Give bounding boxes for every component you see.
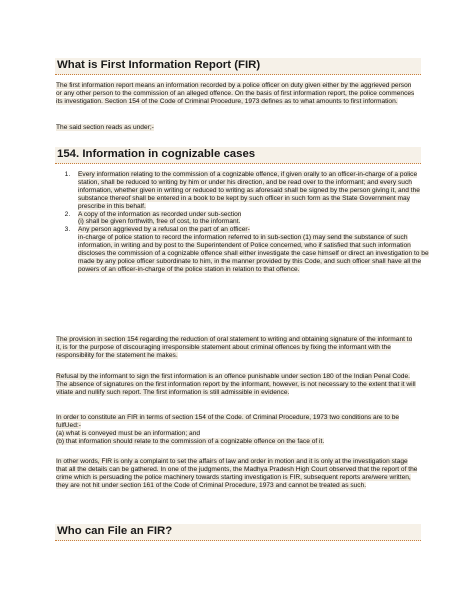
list-item-text: Any person aggrieved by a refusal on the part of an officer- in-charge of police station to record the information referred to in sub-section (1) may send the substance of such information, in writing and by post to the Superintendent of Police concerned, who if satisfied that such information discloses the commission of a cognizable offence shall either investigate the case himself or direct an investigation to be made by any police officer subordinate to him, in the manner provided by this Code, and such officer shall have all the powers of an officer-in-charge of the police station in relation to that offence. [78,226,429,273]
paragraph-fir-definition [56,82,418,106]
paragraph-text: In other words, FIR is only a complaint to set the affairs of law and order in motion and it is only at the investigation stage that all the details can be gathered. In one of the judgments, the Madhya Pradesh High Court observed that the report of the crime which is persuading the police machinery towards starting investigation is FIR, subsequent reports are/were written, they are not hit under section 161 of the Code of Criminal Procedure, 1973 and cannot be treated as such. [56,458,418,489]
paragraph-text: Refusal by the informant to sign the first information is an offence punishable under section 180 of the Indian Penal Code. The absence of signatures on the first information report by the informant, however, is not necessary to the extent that it will vitiate and nullify such report. The first information is still admissible in evidence. [56,373,416,396]
paragraph-text: The said section reads as under;- [56,124,154,131]
list-item [72,226,434,273]
paragraph-provision [56,336,418,360]
condition-a: (a) what is conveyed must be an information; and [56,429,201,437]
paragraph-text: The first information report means an information recorded by a police officer on duty given either by the aggrieved person or any other person to the commission of an alleged offence. On the basis of first information report, the police commences its investigation. Section 154 of the Code of Criminal Procedure, 1973 defines as to what amounts to first information. [56,82,415,105]
list-item-text: Every information relating to the commission of a cognizable offence, if given orally to an officer-in-charge of a police station, shall be reduced to writing by him or under his direction, and be read over to the informant; and every such information, whether given in writing or reduced to writing as aforesaid shall be signed by the person giving it, and the substance thereof shall be entered in a book to be kept by such officer in such form as the State Government may prescribe in this behalf. [78,171,420,210]
paragraph-text: The provision in section 154 regarding the reduction of oral statement to writing and obtaining signature of the informant to it, is for the purpose of discouraging irresponsible statement about criminal offences by fixing the informant with the responsibility for the statement he makes. [56,336,413,359]
paragraph-text: In order to constitute an FIR in terms of section 154 of the Code. of Criminal Procedure, 1973 two conditions are to be fulfUed:- [56,414,400,429]
paragraph-refusal [56,373,418,397]
section-154-list [56,171,434,274]
paragraph-conditions [56,414,418,446]
heading-what-is-fir: What is First Information Report (FIR) [55,58,421,75]
condition-b: (b) that information should relate to the commission of a cognizable offence on the face of it. [56,437,325,445]
paragraph-in-other-words [56,458,418,490]
list-item-text: A copy of the information as recorded under sub-section (i) shall be given forthwith, free of cost, to the informant. [78,210,242,226]
heading-who-can-file: Who can File an FIR? [55,524,421,541]
paragraph-section-reads [56,124,418,132]
list-item [72,211,434,227]
list-item [72,171,434,211]
heading-section-154: 154. Information in cognizable cases [55,147,421,164]
